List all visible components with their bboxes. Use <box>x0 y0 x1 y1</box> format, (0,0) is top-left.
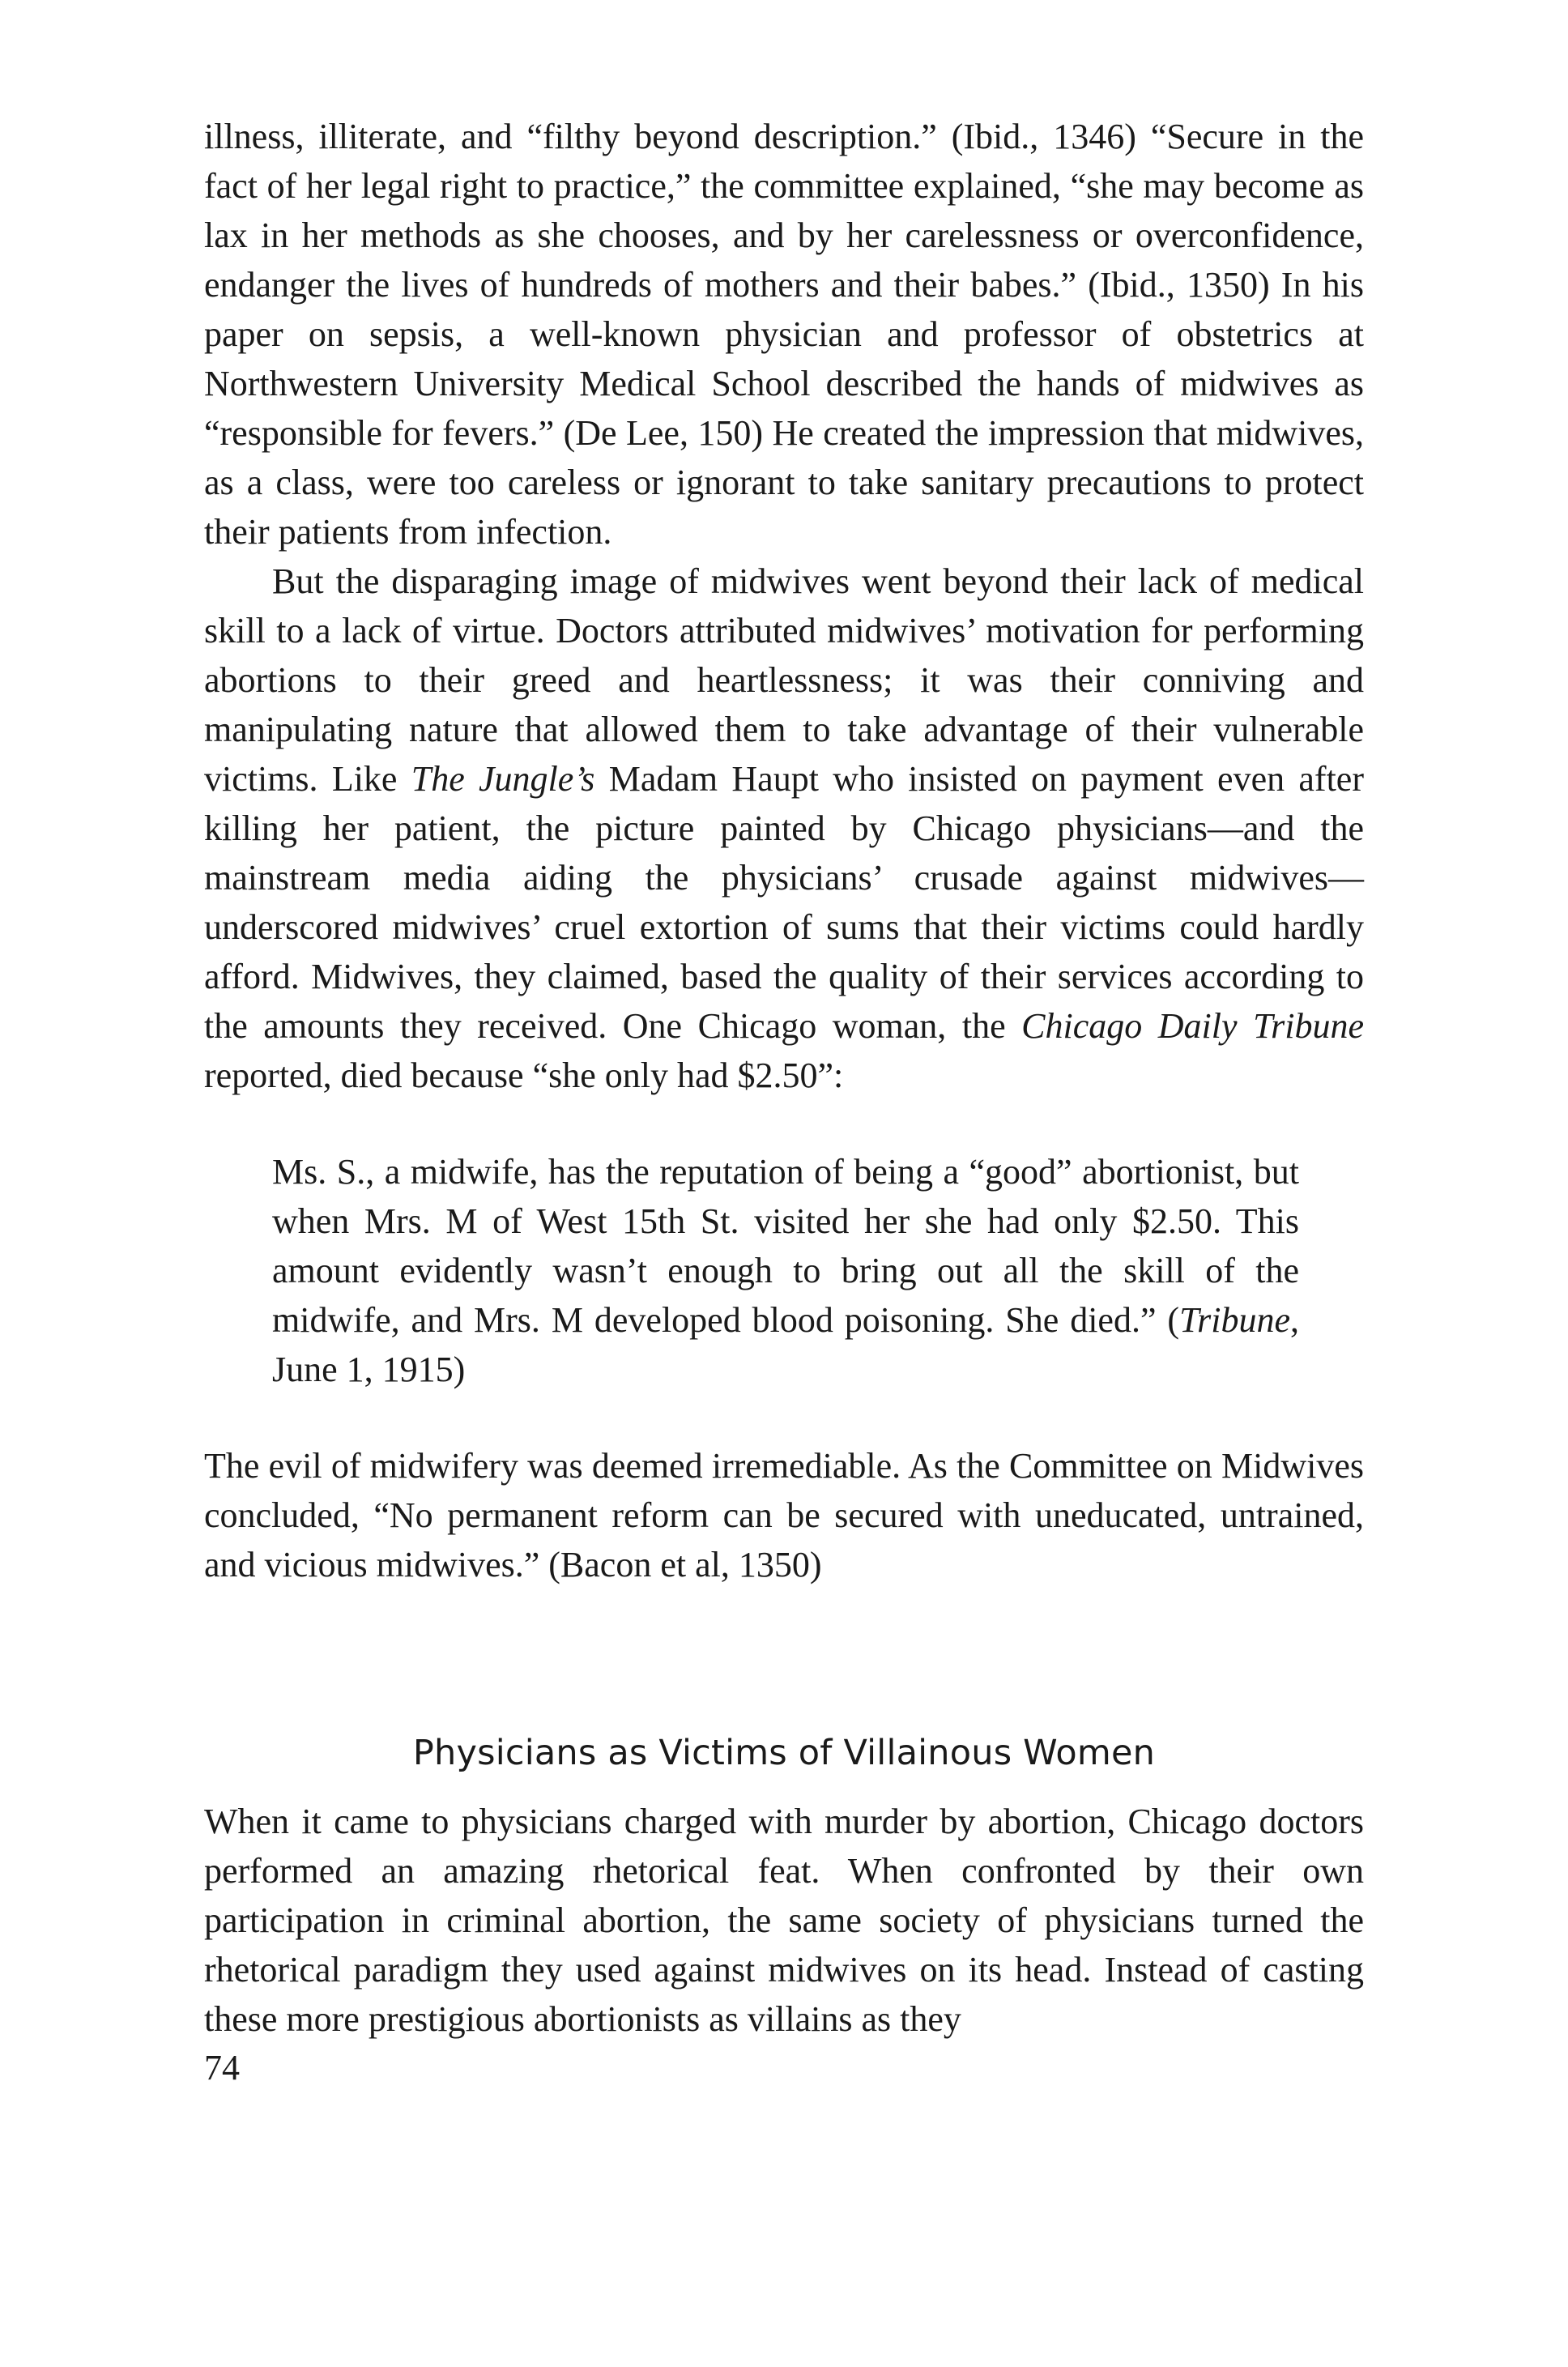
quote-citation-source: Tribune <box>1179 1300 1290 1340</box>
paragraph-text: Madam Haupt who insisted on payment even after killing her patient, the picture painted by Chicago physicians—and the mainstream media aiding the physicians’ crusade against midwives—underscored midwives’ cruel extortion of sums that their victims could hardly afford. Midwives, they claimed, based the quality of their services according to the amounts they received. One Chicago woman, the <box>204 759 1364 1046</box>
paragraph-text: reported, died because “she only had $2.50”: <box>204 1056 844 1095</box>
page-body <box>204 112 1364 2044</box>
paragraph-text: But the disparaging image of midwives went beyond their lack of medical skill to a lack of virtue. Doctors attributed midwives’ motivation for performing abortions to their greed and heartlessness; it was their conniving and manipulating nature that allowed them to take advantage of their vulnerable victims. Like <box>204 561 1364 799</box>
body-paragraph <box>204 557 1364 1100</box>
quote-citation-date: , June 1, 1915) <box>272 1300 1299 1389</box>
block-quote <box>272 1147 1299 1394</box>
quote-text: Ms. S., a midwife, has the reputation of being a “good” abortionist, but when Mrs. M of West 15th St. visited her she had only $2.50. This amount evidently wasn’t enough to bring out all the skill of the midwife, and Mrs. M developed blood poisoning. She died.” ( <box>272 1152 1299 1340</box>
italic-title: Chicago Daily Tribune <box>1021 1006 1364 1046</box>
page-number: 74 <box>204 2048 240 2088</box>
section-heading: Physicians as Victims of Villainous Women <box>412 1733 1156 1773</box>
body-paragraph: illness, illiterate, and “filthy beyond description.” (Ibid., 1346) “Secure in the fact of her legal right to practice,” the committee explained, “she may become as lax in her methods as she chooses, and by her carelessness or overconfidence, endanger the lives of hundreds of mothers and their babes.” (Ibid., 1350) In his paper on sepsis, a well-known physician and professor of obstetrics at Northwestern University Medical School described the hands of midwives as “responsible for fevers.” (De Lee, 150) He created the impression that midwives, as a class, were too careless or ignorant to take sanitary precautions to protect their patients from infection. <box>204 117 1364 552</box>
body-paragraph: When it came to physicians charged with murder by abortion, Chicago doctors performed an amazing rhetorical feat. When confronted by their own participation in criminal abortion, the same society of physicians turned the rhetorical paradigm they used against midwives on its head. Instead of casting these more prestigious abortionists as villains as they <box>204 1802 1364 2039</box>
italic-title: The Jungle’s <box>411 759 595 799</box>
body-paragraph: The evil of midwifery was deemed irremediable. As the Committee on Midwives concluded, “No permanent reform can be secured with uneducated, untrained, and vicious midwives.” (Bacon et al, 1350) <box>204 1446 1364 1584</box>
